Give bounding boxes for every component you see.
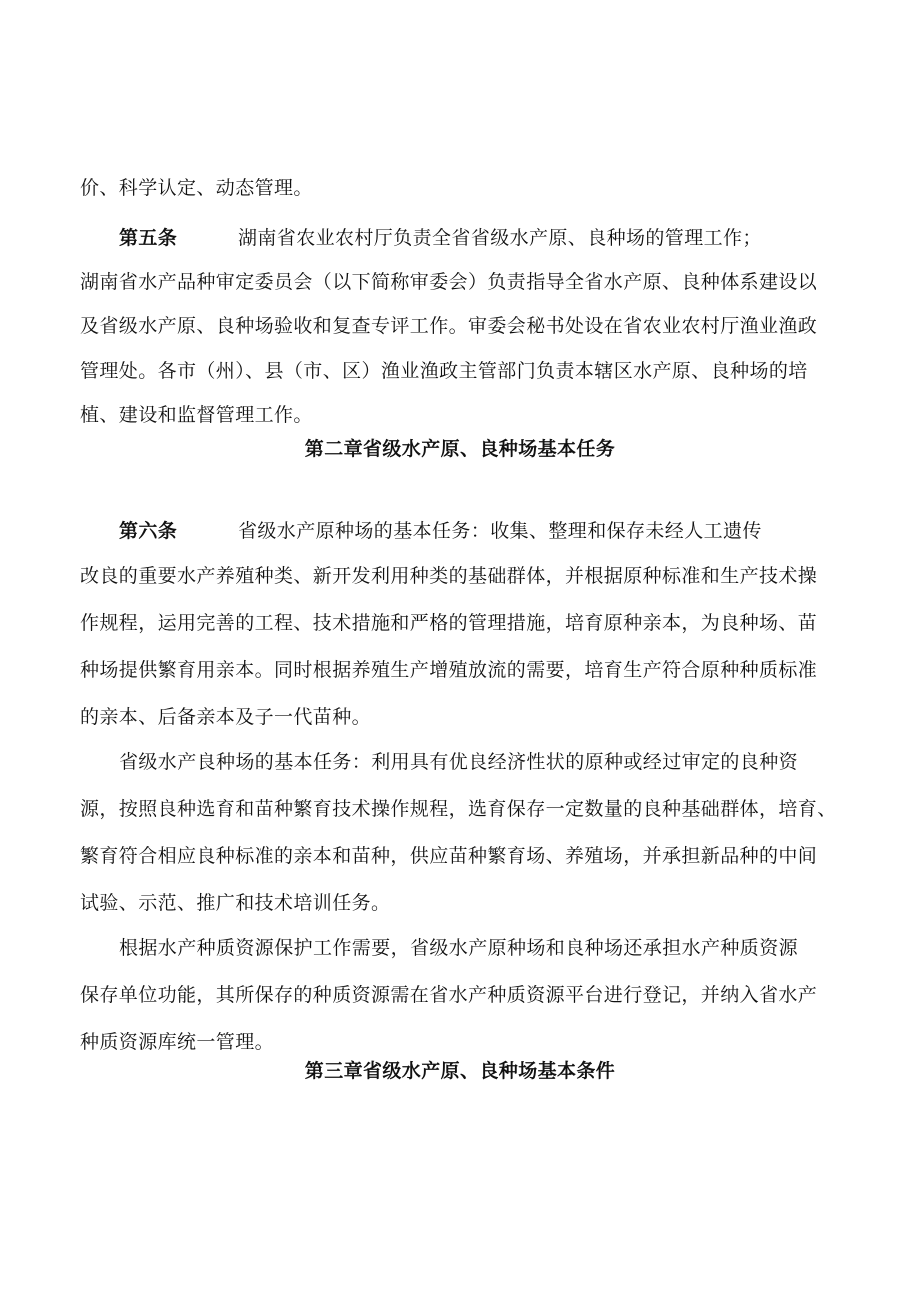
paragraph-line: 改良的重要水产养殖种类、新开发利用种类的基础群体，并根据原种标准和生产技术操 — [80, 565, 818, 587]
paragraph-line: 的亲本、后备亲本及子一代苗种。 — [80, 706, 372, 728]
paragraph-line: 繁育符合相应良种标准的亲本和苗种，供应苗种繁育场、养殖场，并承担新品种的中间 — [80, 845, 818, 867]
paragraph-line: 湖南省水产品种审定委员会（以下简称审委会）负责指导全省水产原、良种体系建设以 — [80, 271, 818, 293]
chapter-2-heading: 第二章省级水产原、良种场基本任务 — [304, 438, 616, 460]
paragraph-line: 价、科学认定、动态管理。 — [80, 177, 313, 199]
paragraph-line: 根据水产种质资源保护工作需要，省级水产原种场和良种场还承担水产种质资源 — [119, 937, 799, 959]
article-6-text: 省级水产原种场的基本任务：收集、整理和保存未经人工遗传 — [238, 520, 762, 542]
paragraph-line: 试验、示范、推广和技术培训任务。 — [80, 892, 391, 914]
paragraph-line: 源，按照良种选育和苗种繁育技术操作规程，选育保存一定数量的良种基础群体，培育、 — [80, 798, 837, 820]
paragraph-line: 及省级水产原、良种场验收和复查专评工作。审委会秘书处设在省农业农村厅渔业渔政 — [80, 315, 818, 337]
chapter-3-heading: 第三章省级水产原、良种场基本条件 — [304, 1060, 616, 1082]
article-5-label: 第五条 — [119, 227, 178, 249]
paragraph-line: 作规程，运用完善的工程、技术措施和严格的管理措施，培育原种亲本，为良种场、苗 — [80, 612, 818, 634]
article-5-text: 湖南省农业农村厅负责全省省级水产原、良种场的管理工作； — [238, 227, 762, 249]
article-6-label: 第六条 — [119, 520, 178, 542]
paragraph-line: 种质资源库统一管理。 — [80, 1031, 275, 1053]
paragraph-line: 种场提供繁育用亲本。同时根据养殖生产增殖放流的需要，培育生产符合原种种质标准 — [80, 659, 818, 681]
paragraph-line: 管理处。各市（州）、县（市、区）渔业渔政主管部门负责本辖区水产原、良种场的培 — [80, 360, 808, 382]
paragraph-line: 省级水产良种场的基本任务：利用具有优良经济性状的原种或经过审定的良种资 — [119, 751, 799, 773]
paragraph-line: 保存单位功能，其所保存的种质资源需在省水产种质资源平台进行登记，并纳入省水产 — [80, 984, 818, 1006]
paragraph-line: 植、建设和监督管理工作。 — [80, 404, 313, 426]
